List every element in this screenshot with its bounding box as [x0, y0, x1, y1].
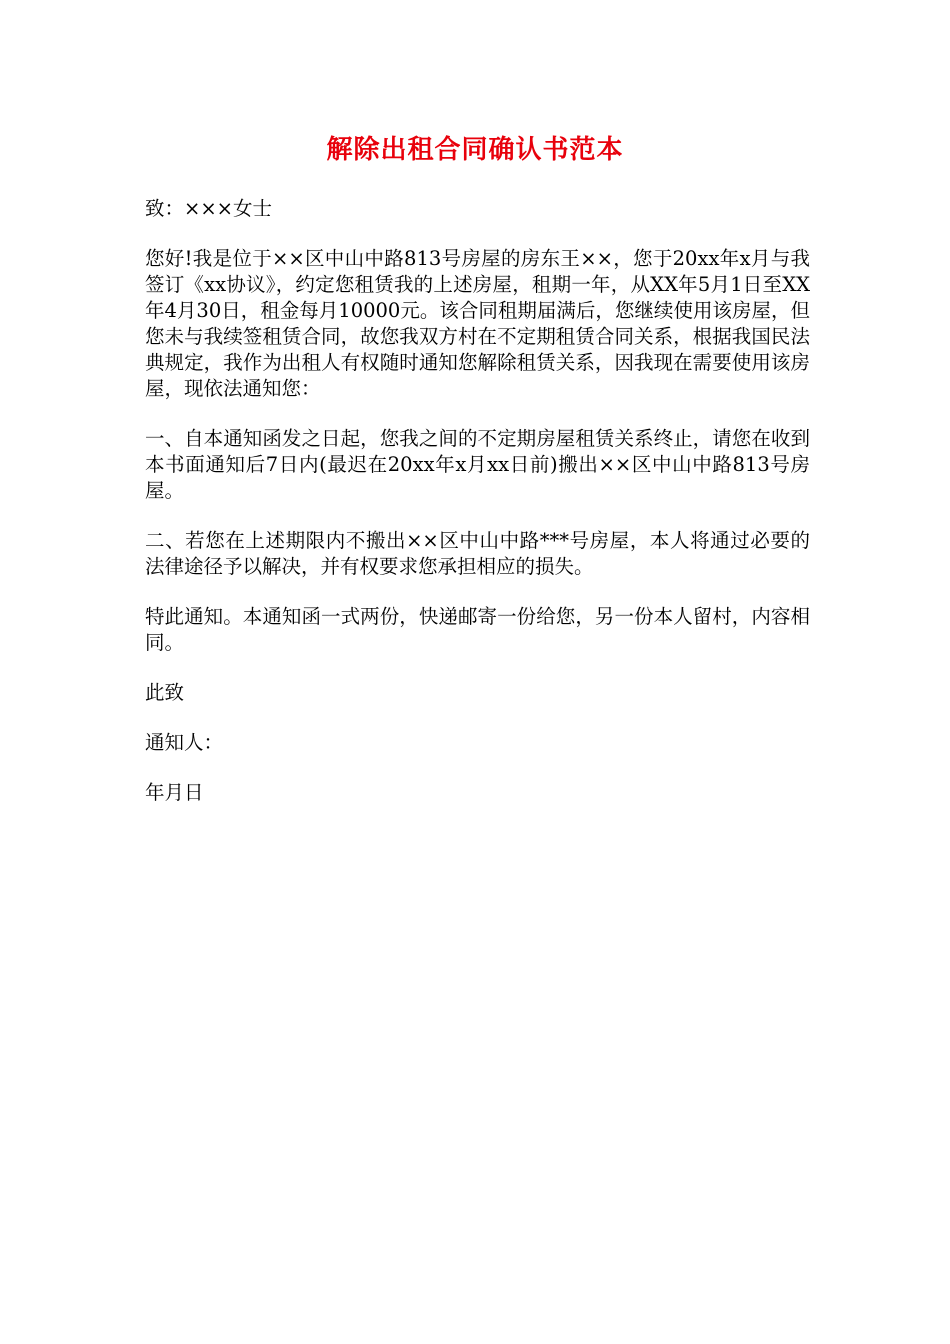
date-label: 年月日	[145, 781, 204, 804]
notifier-label: 通知人：	[145, 731, 224, 754]
paragraph-notice: 特此通知。本通知函一式两份，快递邮寄一份给您，另一份本人留村，内容相同。	[145, 605, 810, 654]
paragraph-item-two: 二、若您在上述期限内不搬出××区中山中路***号房屋，本人将通过必要的法律途径予以解决，并有权要求您承担相应的损失。	[145, 529, 810, 578]
document-body	[145, 196, 810, 830]
paragraph-intro: 您好!我是位于××区中山中路813号房屋的房东王××，您于20xx年x月与我签订《xx协议》，约定您租赁我的上述房屋，租期一年，从XX年5月1日至XX年4月30日，租金每月10000元。该合同租期届满后，您继续使用该房屋，但您未与我续签租赁合同，故您我双方村在不定期租赁合同关系，根据我国民法典规定，我作为出租人有权随时通知您解除租赁关系，因我现在需要使用该房屋，现依法通知您：	[145, 247, 810, 400]
paragraph-item-one: 一、自本通知函发之日起，您我之间的不定期房屋租赁关系终止，请您在收到本书面通知后7日内(最迟在20xx年x月xx日前)搬出××区中山中路813号房屋。	[145, 427, 810, 502]
document-title: 解除出租合同确认书范本	[326, 135, 624, 165]
salutation: 致：×××女士	[145, 197, 273, 220]
closing: 此致	[145, 681, 185, 704]
